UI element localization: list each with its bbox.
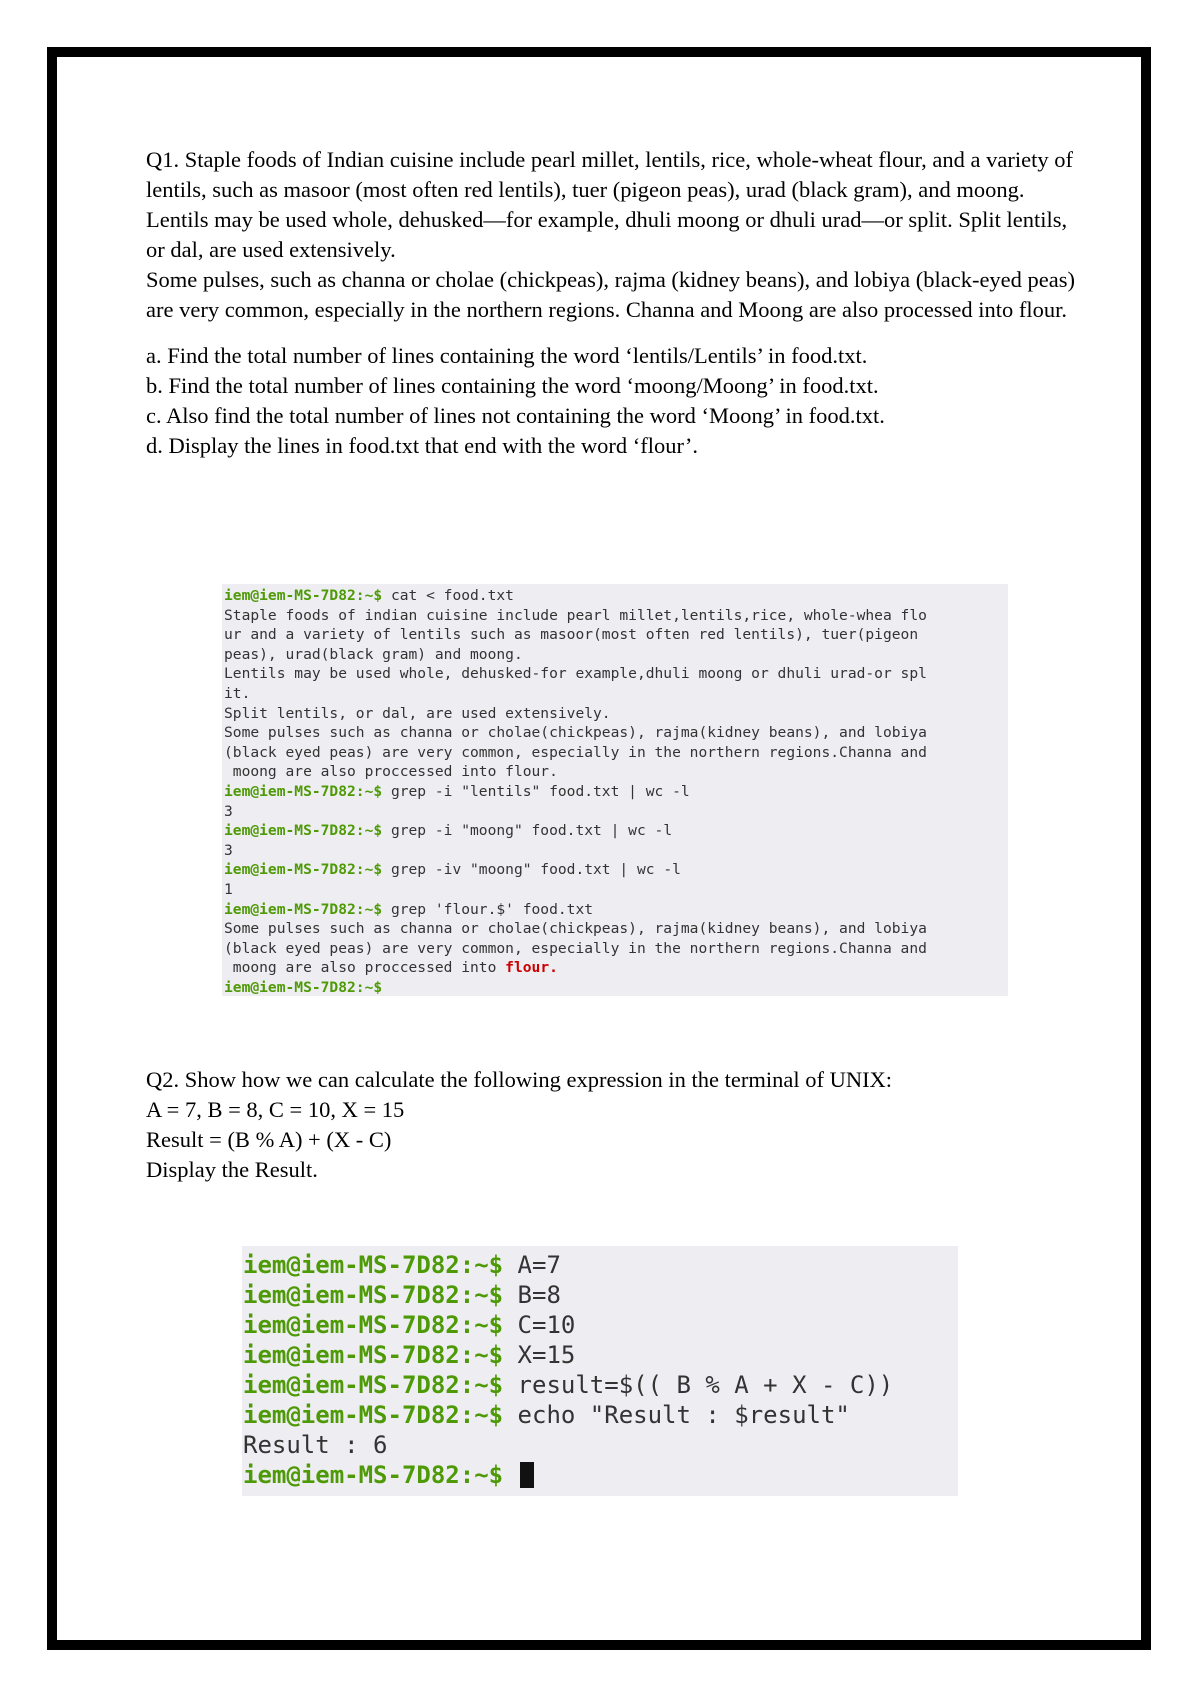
- q2-line: Result = (B % A) + (X - C): [146, 1127, 392, 1152]
- terminal-command-line: [243, 1280, 958, 1310]
- terminal-prompt: iem@iem-MS-7D82:~$: [243, 1311, 504, 1339]
- terminal-prompt: iem@iem-MS-7D82:~$: [224, 822, 383, 840]
- terminal-output-line: Some pulses such as channa or cholae(chickpeas), rajma(kidney beans), and lobiya: [224, 920, 927, 938]
- terminal-command-line: [224, 821, 1006, 841]
- q1-paragraph: Lentils may be used whole, dehusked—for example, dhuli moong or dhuli urad—or split. Split lentils, or dal, are used extensively.: [146, 207, 1068, 262]
- terminal-output-line: Staple foods of indian cuisine include pearl millet,lentils,rice, whole-whea flo: [224, 606, 927, 624]
- terminal-command: grep -i "lentils" food.txt | wc -l: [382, 782, 690, 800]
- terminal-command: grep 'flour.$' food.txt: [382, 900, 594, 918]
- terminal-output-line: it.: [224, 684, 251, 702]
- terminal-output-line: 1: [224, 880, 233, 898]
- terminal-command-line: [243, 1370, 958, 1400]
- terminal-screenshot-q2: [242, 1246, 958, 1496]
- terminal-command-line: [224, 586, 1006, 606]
- terminal-prompt: iem@iem-MS-7D82:~$: [243, 1281, 504, 1309]
- terminal-screenshot-q1: [222, 584, 1008, 996]
- terminal-command: [503, 1461, 517, 1489]
- terminal-prompt: iem@iem-MS-7D82:~$: [224, 900, 383, 918]
- q1-task-c: c. Also find the total number of lines not containing the word ‘Moong’ in food.txt.: [146, 403, 885, 428]
- terminal-prompt: iem@iem-MS-7D82:~$: [243, 1461, 504, 1489]
- terminal-command-line: [224, 782, 1006, 802]
- terminal-command-line: [243, 1310, 958, 1340]
- terminal-command-line: [243, 1400, 958, 1430]
- terminal-output-line: [224, 958, 1006, 978]
- terminal-command: grep -iv "moong" food.txt | wc -l: [382, 861, 681, 879]
- terminal-cursor: [520, 1462, 534, 1488]
- q1-task-b: b. Find the total number of lines containing the word ‘moong/Moong’ in food.txt.: [146, 373, 879, 398]
- terminal-command-line: [243, 1460, 958, 1490]
- terminal-output-line: moong are also proccessed into flour.: [224, 763, 558, 781]
- terminal-output-text: moong are also proccessed into: [224, 959, 506, 977]
- terminal-command-line: [224, 900, 1006, 920]
- terminal-prompt: iem@iem-MS-7D82:~$: [224, 587, 383, 604]
- q2-line: Q2. Show how we can calculate the following expression in the terminal of UNIX:: [146, 1067, 893, 1092]
- terminal-command: B=8: [503, 1281, 561, 1309]
- terminal-prompt: iem@iem-MS-7D82:~$: [224, 978, 383, 996]
- q1-task-d: d. Display the lines in food.txt that end with the word ‘flour’.: [146, 433, 698, 458]
- terminal-command: echo "Result : $result": [503, 1401, 850, 1429]
- grep-match-highlight: flour.: [505, 959, 558, 977]
- terminal-output-line: 3: [224, 841, 233, 859]
- question-2: [146, 1065, 1076, 1185]
- q1-task-a: a. Find the total number of lines containing the word ‘lentils/Lentils’ in food.txt.: [146, 343, 868, 368]
- terminal-prompt: iem@iem-MS-7D82:~$: [243, 1401, 504, 1429]
- terminal-command: result=$(( B % A + X - C)): [503, 1371, 894, 1399]
- terminal-output-line: (black eyed peas) are very common, especially in the northern regions.Channa and: [224, 939, 927, 957]
- terminal-command: A=7: [503, 1251, 561, 1279]
- question-1: [146, 145, 1076, 461]
- terminal-command: grep -i "moong" food.txt | wc -l: [382, 822, 673, 840]
- terminal-prompt: iem@iem-MS-7D82:~$: [243, 1371, 504, 1399]
- terminal-output-line: (black eyed peas) are very common, especially in the northern regions.Channa and: [224, 743, 927, 761]
- terminal-command-line: [224, 860, 1006, 880]
- terminal-command-line: [243, 1340, 958, 1370]
- terminal-output-line: Split lentils, or dal, are used extensively.: [224, 704, 611, 722]
- terminal-prompt: iem@iem-MS-7D82:~$: [224, 861, 383, 879]
- terminal-output-line: ur and a variety of lentils such as masoor(most often red lentils), tuer(pigeon: [224, 626, 919, 644]
- terminal-prompt: iem@iem-MS-7D82:~$: [243, 1251, 504, 1279]
- terminal-output-line: Some pulses such as channa or cholae(chickpeas), rajma(kidney beans), and lobiya: [224, 724, 927, 742]
- terminal-command: cat < food.txt: [382, 587, 514, 604]
- q1-paragraph: Some pulses, such as channa or cholae (chickpeas), rajma (kidney beans), and lobiya (black-eyed peas) are very common, especially in the northern regions. Channa and Moong are also processed into flour.: [146, 267, 1076, 322]
- terminal-prompt: iem@iem-MS-7D82:~$: [224, 782, 383, 800]
- terminal-command: C=10: [503, 1311, 576, 1339]
- terminal-output-line: peas), urad(black gram) and moong.: [224, 645, 523, 663]
- terminal-prompt: iem@iem-MS-7D82:~$: [243, 1341, 504, 1369]
- terminal-output-line: 3: [224, 802, 233, 820]
- terminal-command: X=15: [503, 1341, 576, 1369]
- q2-line: A = 7, B = 8, C = 10, X = 15: [146, 1097, 405, 1122]
- q1-paragraph: Q1. Staple foods of Indian cuisine include pearl millet, lentils, rice, whole-wheat flour, and a variety of lentils, such as masoor (most often red lentils), tuer (pigeon peas), urad (black gram), and moong.: [146, 147, 1073, 202]
- terminal-output-line: Result : 6: [243, 1431, 388, 1459]
- terminal-output-line: Lentils may be used whole, dehusked-for example,dhuli moong or dhuli urad-or spl: [224, 665, 927, 683]
- q2-line: Display the Result.: [146, 1157, 318, 1182]
- terminal-command-line: [243, 1250, 958, 1280]
- terminal-command-line: [224, 978, 1006, 996]
